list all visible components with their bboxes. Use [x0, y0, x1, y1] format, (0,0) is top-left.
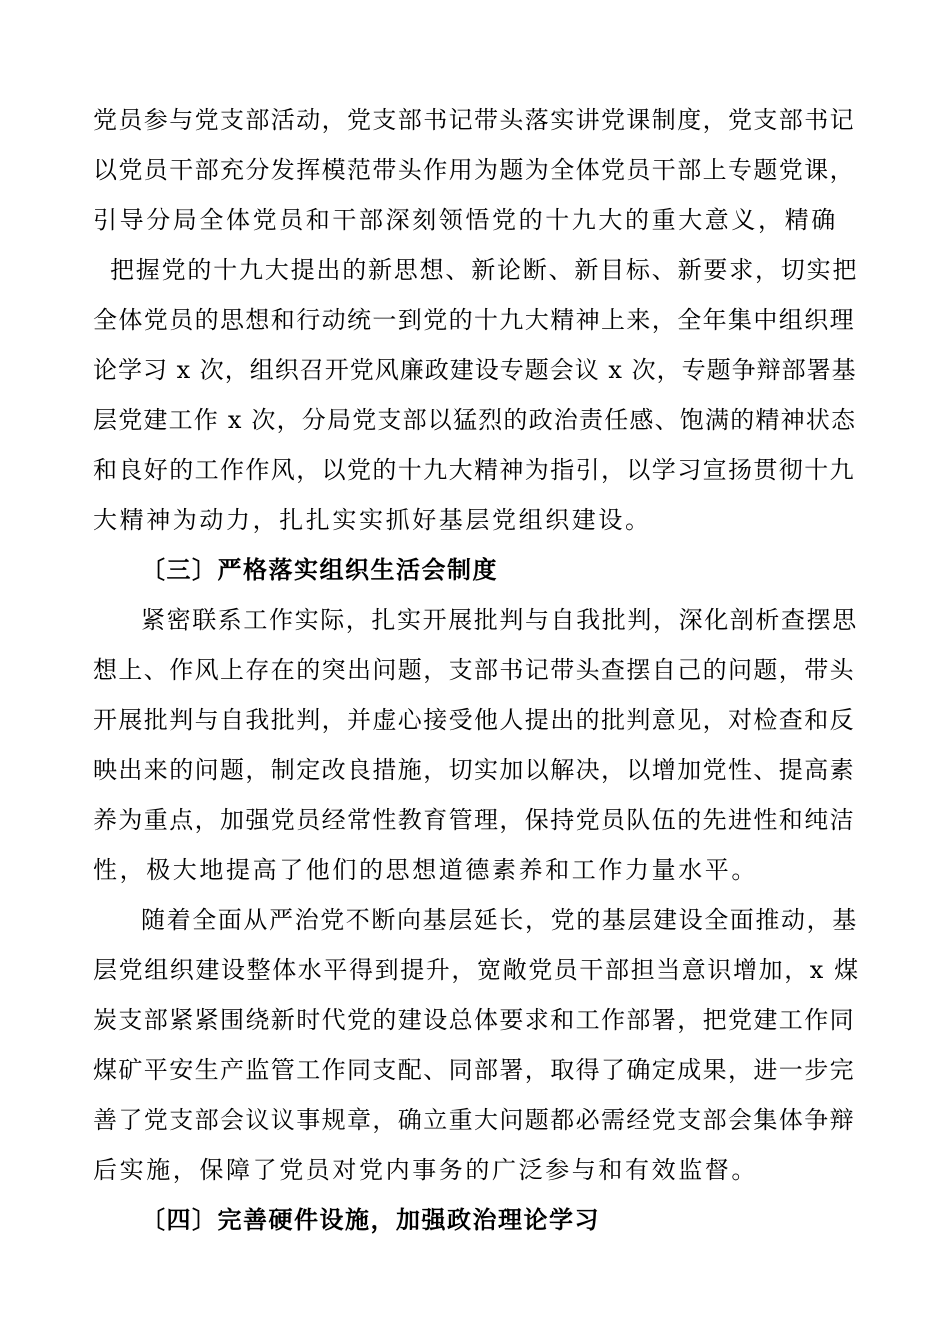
section-heading: 〔三〕严格落实组织生活会制度 — [141, 555, 498, 584]
paragraph-first-line: 随着全面从严治党不断向基层延长，党的基层建设全面推动，基 — [141, 906, 858, 934]
body-text-line: 映出来的问题，制定改良措施，切实加以解决，以增加党性、提高素 — [93, 756, 855, 784]
body-text-line: 层党组织建设整体水平得到提升，宽敞党员干部担当意识增加，x 煤 — [93, 956, 860, 984]
body-text-line: 全体党员的思想和行动统一到党的十九大精神上来，全年集中组织理 — [93, 306, 855, 334]
body-text-line: 引导分局全体党员和干部深刻领悟党的十九大的重大意义，精确 — [93, 206, 838, 234]
body-text-line: 性，极大地提高了他们的思想道德素养和工作力量水平。 — [93, 856, 758, 884]
body-text-line: 煤矿平安生产监管工作同支配、同部署，取得了确定成果，进一步完 — [93, 1056, 855, 1084]
body-text-line: 以党员干部充分发挥模范带头作用为题为全体党员干部上专题党课， — [93, 156, 855, 184]
body-text-line: 炭支部紧紧围绕新时代党的建设总体要求和工作部署，把党建工作同 — [93, 1006, 855, 1034]
body-text-line: 大精神为动力，扎扎实实抓好基层党组织建设。 — [93, 506, 652, 534]
body-text-line: 和良好的工作作风，以党的十九大精神为指引，以学习宣扬贯彻十九 — [93, 456, 855, 484]
body-text-line: 把握党的十九大提出的新思想、新论断、新目标、新要求，切实把 — [110, 256, 859, 284]
body-text-line: 党员参与党支部活动，党支部书记带头落实讲党课制度，党支部书记 — [93, 106, 855, 134]
body-text-line: 养为重点，加强党员经常性教育管理，保持党员队伍的先进性和纯洁 — [93, 806, 855, 834]
section-heading: 〔四〕完善硬件设施，加强政治理论学习 — [141, 1205, 600, 1234]
body-text-line: 善了党支部会议议事规章，确立重大问题都必需经党支部会集体争辩 — [93, 1106, 855, 1134]
paragraph-first-line: 紧密联系工作实际，扎实开展批判与自我批判，深化剖析查摆思 — [141, 606, 858, 634]
body-text-line: 后实施，保障了党员对党内事务的广泛参与和有效监督。 — [93, 1156, 758, 1184]
body-text-line: 层党建工作 x 次，分局党支部以猛烈的政治责任感、饱满的精神状态 — [93, 406, 857, 434]
body-text-line: 想上、作风上存在的突出问题，支部书记带头查摆自己的问题，带头 — [93, 656, 855, 684]
body-text-line: 论学习 x 次，组织召开党风廉政建设专题会议 x 次，专题争辩部署基 — [93, 356, 857, 384]
body-text-line: 开展批判与自我批判，并虚心接受他人提出的批判意见，对检查和反 — [93, 706, 855, 734]
